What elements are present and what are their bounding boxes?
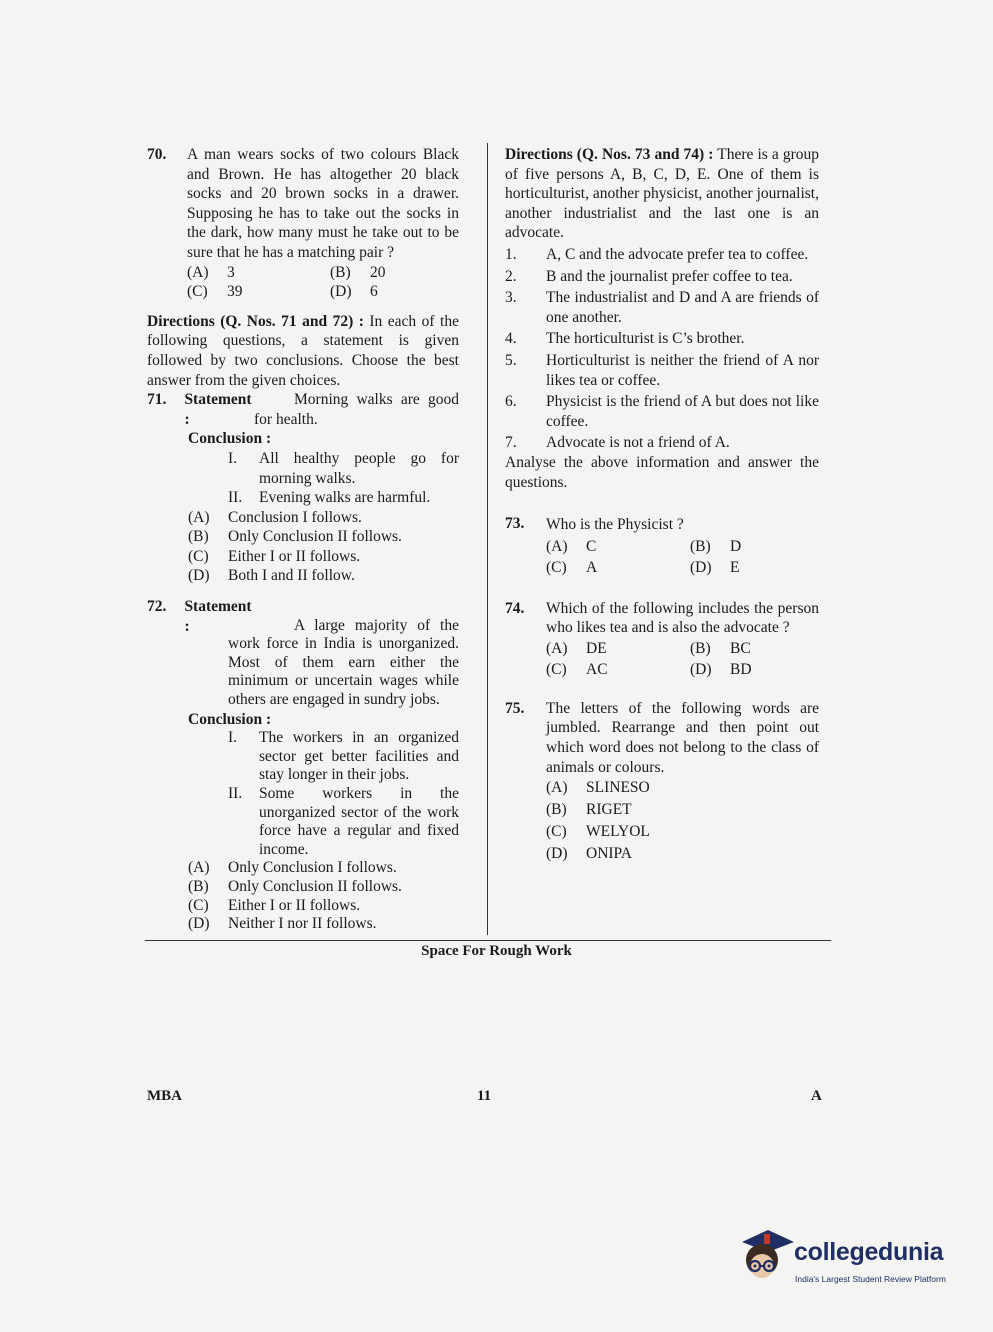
left-column [147,145,459,934]
conclusion-label: Conclusion : [188,710,272,728]
question-70 [147,145,459,302]
question-74 [505,599,819,681]
option-c: (C) Either I or II follows. [188,896,361,914]
options [546,536,819,579]
directions-73-74 [505,145,819,243]
column-divider [487,143,488,935]
list-item: 7. Advocate is not a friend of A. [505,434,730,452]
list-item: 1. A, C and the advocate prefer tea to coffee. [505,245,809,263]
option-d: (D) Neither I nor II follows. [188,915,377,933]
option-c: (C) A [546,559,598,577]
option-b: (B) BC [690,639,751,657]
option-a: (A) SLINESO [546,779,650,797]
horizontal-rule [145,940,831,941]
logo-tagline: India's Largest Student Review Platform [795,1274,946,1284]
question-number: 74. [505,599,525,617]
option-d: (D) BD [690,661,752,679]
option-d: (D) 6 [330,283,378,301]
conclusion-item: I. All healthy people go for morning walks. [228,449,459,487]
option-a: (A) Conclusion I follows. [188,508,362,526]
question-number: 72. [147,598,167,616]
collegedunia-logo [738,1228,963,1288]
directions-closing: Analyse the above information and answer the questions. [505,453,819,491]
statement-label: Statement : [184,598,252,635]
option-c: (C) Either I or II follows. [188,547,361,565]
option-b: (B) D [690,537,742,555]
directions-heading: Directions (Q. Nos. 71 and 72) : [147,312,364,330]
option-b: (B) Only Conclusion II follows. [188,877,402,895]
list-item: 2. B and the journalist prefer coffee to tea. [505,267,793,285]
logo-wordmark: collegedunia [794,1238,944,1266]
logo-mascot-icon [738,1228,796,1288]
question-number: 75. [505,699,525,717]
statement-label: Statement : [184,391,252,428]
question-73 [505,514,819,579]
question-text: Who is the Physicist ? [546,516,684,534]
directions-text: There is a group of five persons A, B, C, D, E. One of them is horticulturist, another physicist, another journalist, another industrialist and the last one is an advocate. [505,146,819,242]
option-a: (A) 3 [187,263,235,281]
list-item: 3. The industrialist and D and A are friends of one another. [505,289,819,326]
option-a: (A) Only Conclusion I follows. [188,859,397,877]
directions-heading: Directions (Q. Nos. 73 and 74) : [505,146,714,163]
option-b: (B) RIGET [546,800,632,818]
list-item: 4. The horticulturist is C’s brother. [505,330,745,348]
option-a: (A) DE [546,639,607,657]
footer-series: A [811,1088,822,1104]
question-number: 70. [147,146,167,163]
list-item: 5. Horticulturist is neither the friend of A nor likes tea or coffee. [505,351,819,389]
options [187,263,459,302]
conclusion-item: II. Some workers in the unorganized sector of the work force have a regular and fixed income. [228,785,459,858]
options [546,777,819,864]
question-text: Which of the following includes the person who likes tea and is also the advocate ? [546,599,819,637]
conclusion-label: Conclusion : [188,430,272,448]
options [546,638,819,681]
option-d: (D) Both I and II follow. [188,567,355,585]
option-b: (B) 20 [330,263,386,281]
footer-exam-code: MBA [147,1088,182,1104]
question-number: 71. [147,391,167,409]
option-b: (B) Only Conclusion II follows. [188,528,402,546]
option-d: (D) ONIPA [546,844,632,862]
list-item: 6. Physicist is the friend of A but does not like coffee. [505,393,819,430]
option-c: (C) AC [546,661,608,679]
statement-text: A large majority of the work force in India is unorganized. Most of them earn either the minimum or uncertain wages while others are engaged in sundry jobs. [228,616,459,709]
option-a: (A) C [546,537,597,555]
question-text: The letters of the following words are jumbled. Rearrange and then point out which word does not belong to the class of animals or colours. [546,699,819,776]
question-71 [147,390,459,429]
option-c: (C) WELYOL [546,822,650,840]
page-number: 11 [477,1088,492,1104]
rough-work-label: Space For Rough Work [421,943,572,959]
option-c: (C) 39 [187,283,243,301]
right-column [505,145,819,864]
question-number: 73. [505,515,525,533]
statement-text: Morning walks are good for health. [254,391,459,428]
directions-text: In each of the following questions, a statement is given followed by two conclusions. Choose the best answer from the given choices. [147,312,459,389]
conclusion-item: II. Evening walks are harmful. [228,489,431,507]
option-d: (D) E [690,559,740,577]
conclusion-item: I. The workers in an organized sector get better facilities and stay longer in their jobs. [228,729,459,784]
directions-71-72 [147,312,459,390]
question-75 [505,699,819,865]
question-text: A man wears socks of two colours Black and Brown. He has altogether 20 black socks and 20 brown socks in a drawer. Supposing he has to take out the socks in the dark, how many must he take out to be sure that he has a matching pair ? [187,146,459,261]
